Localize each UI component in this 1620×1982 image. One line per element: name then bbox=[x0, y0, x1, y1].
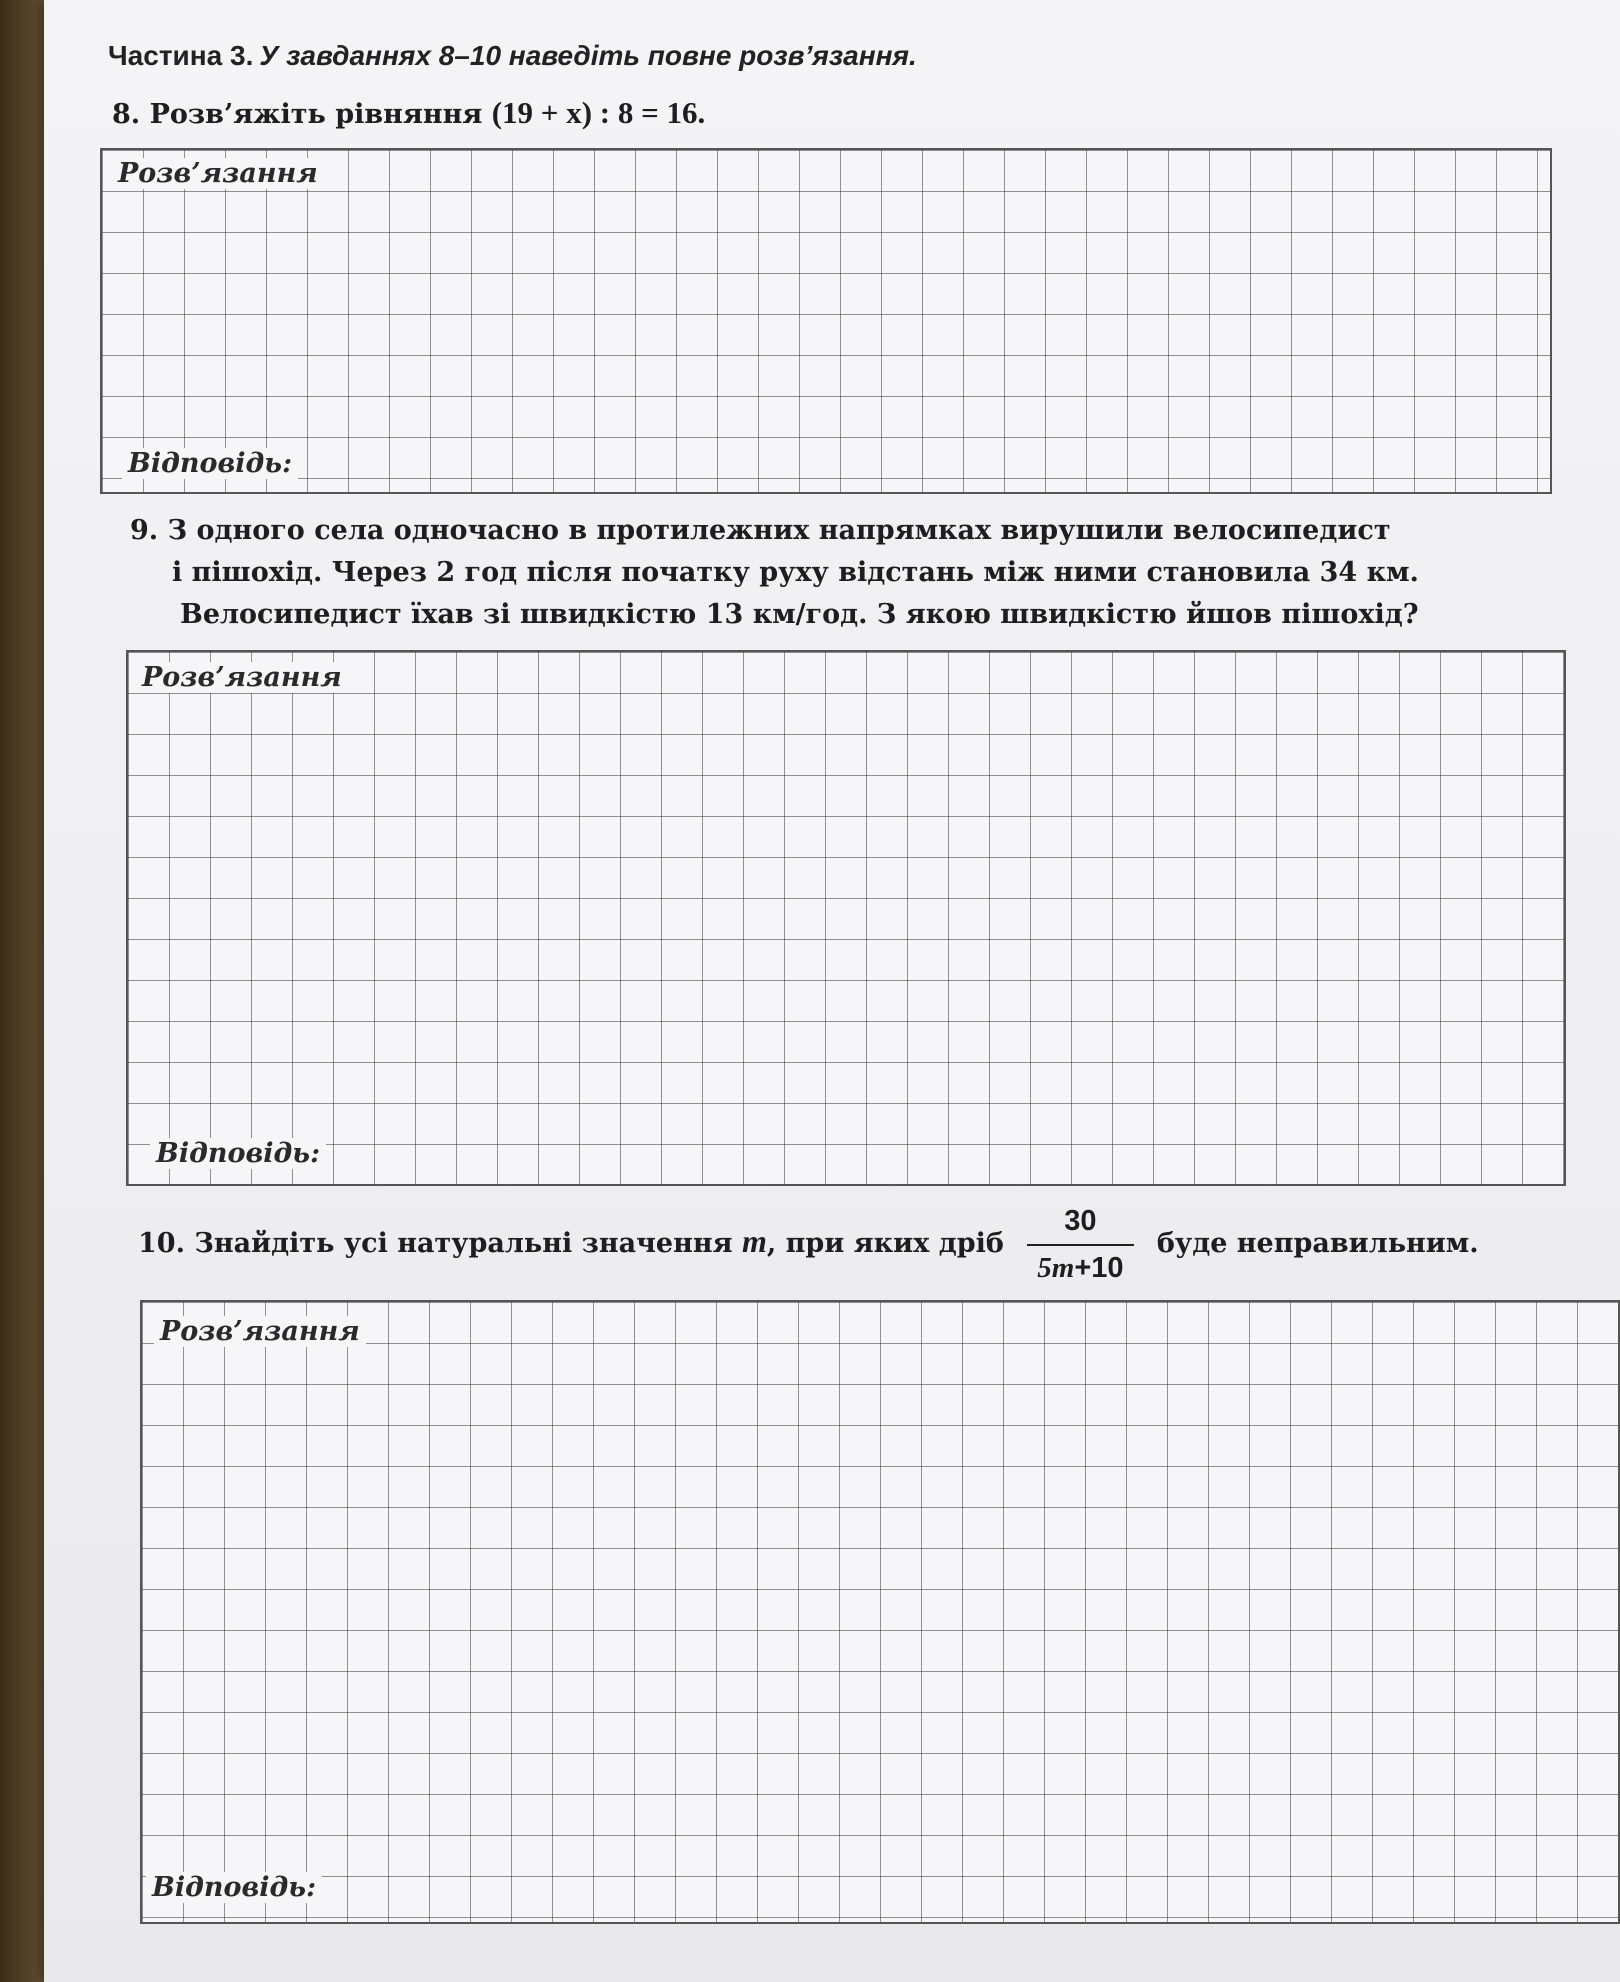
task-8-equation: (19 + x) : 8 = 16. bbox=[491, 95, 706, 130]
task-8-number: 8. bbox=[112, 99, 141, 130]
task-10-variable: m bbox=[741, 1223, 767, 1259]
task-8-statement bbox=[112, 92, 705, 136]
task-8-text: Розв’яжіть рівняння bbox=[149, 99, 483, 130]
task-9-statement bbox=[130, 510, 1419, 636]
task-10-solution-grid[interactable] bbox=[140, 1300, 1620, 1924]
part-header bbox=[108, 40, 917, 72]
task-10-fraction bbox=[1027, 1204, 1133, 1284]
task-10-text-after: буде неправильним. bbox=[1156, 1228, 1479, 1259]
fraction-numerator: 30 bbox=[1027, 1207, 1133, 1246]
task-10-statement bbox=[138, 1196, 1479, 1289]
task-8-answer-label: Відповідь: bbox=[122, 448, 298, 479]
task-9-line-3: Велосипедист їхав зі швидкістю 13 км/год. З якою швидкістю йшов пішохід? bbox=[180, 599, 1419, 630]
part-instruction: У завданнях 8–10 наведіть повне розв’язання. bbox=[259, 40, 917, 71]
part-number: Частина 3. bbox=[108, 40, 254, 71]
task-9-solution-label: Розв’язання bbox=[136, 662, 348, 693]
task-10-answer-label: Відповідь: bbox=[146, 1872, 322, 1903]
task-9-line-2: і пішохід. Через 2 год після початку руху відстань між ними становила 34 км. bbox=[172, 557, 1419, 588]
task-9-number: 9. bbox=[130, 515, 159, 546]
task-10-text-middle: , при яких дріб bbox=[766, 1228, 1004, 1259]
task-10-number: 10. bbox=[138, 1228, 185, 1259]
fraction-denominator: 5m+10 bbox=[1037, 1251, 1124, 1284]
task-8-solution-grid[interactable] bbox=[100, 148, 1552, 494]
task-8-solution-label: Розв’язання bbox=[112, 158, 324, 189]
task-9-solution-grid[interactable] bbox=[126, 650, 1566, 1186]
task-10-solution-label: Розв’язання bbox=[154, 1316, 366, 1347]
task-10-text-before: Знайдіть усі натуральні значення bbox=[194, 1228, 733, 1259]
task-9-answer-label: Відповідь: bbox=[150, 1138, 326, 1169]
task-9-line-1: 9. З одного села одночасно в протилежних напрямках вирушили велосипедист bbox=[130, 515, 1391, 546]
